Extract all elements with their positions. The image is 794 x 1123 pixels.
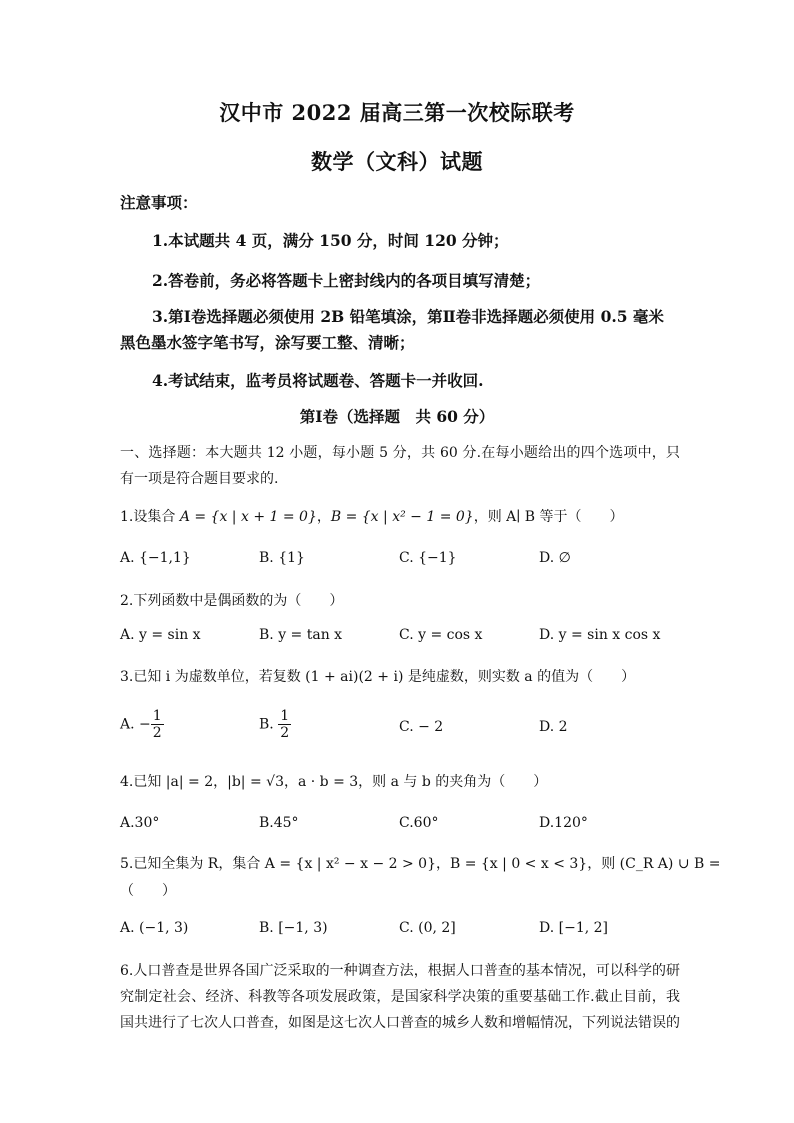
question-6-stem: 6.人口普查是世界各国广泛采取的一种调查方法，根据人口普查的基本情况，可以科学的研究制定社会、经济、科教等各项发展政策，是国家科学决策的重要基础工作.截止目前，我国共进行了七次人口普查，如图是这七次人口普查的城乡人数和增幅情况，下列说法错误的 [120, 963, 680, 1031]
q5-option-c: C. (0, 2] [399, 920, 456, 936]
page-title: 汉中市 2022 届高三第一次校际联考 [219, 100, 575, 125]
notice-item-1: 1.本试题共 4 页，满分 150 分，时间 120 分钟； [152, 231, 509, 250]
q4-option-d: D.120° [539, 815, 588, 831]
q5-option-d: D. [−1, 2] [539, 920, 608, 936]
q3-option-c: C. − 2 [399, 719, 444, 735]
q1-prefix: 1.设集合 [120, 509, 180, 525]
q2-option-a: A. y = sin x [120, 627, 201, 643]
q3-option-a [120, 708, 164, 741]
q3-option-d: D. 2 [539, 719, 568, 735]
q1-option-a: A. {−1,1} [120, 550, 191, 566]
notice-item-2: 2.答卷前，务必将答题卡上密封线内的各项目填写清楚； [152, 271, 541, 290]
q4-option-a: A.30° [120, 815, 160, 831]
q4-option-b: B.45° [259, 815, 299, 831]
q3-option-a-fraction: $\frac{1}{2}$ [152, 708, 162, 741]
notice-item-4: 4.考试结束，监考员将试题卷、答题卡一并收回. [152, 371, 484, 390]
question-5-stem-cont: （ ） [120, 883, 176, 899]
question-5-stem: 5.已知全集为 R，集合 A = {x | x² − x − 2 > 0}，B = {x | 0 < x < 3}，则 (C_R A) ∪ B = [120, 856, 721, 872]
question-3-stem: 3.已知 i 为虚数单位，若复数 (1 + ai)(2 + i) 是纯虚数，则实数 a 的值为（ ） [120, 669, 636, 685]
q4-option-c: C.60° [399, 815, 439, 831]
q1-set-b: B = {x | x² − 1 = 0} [330, 509, 474, 525]
q1-suffix: ，则 A∣ B 等于（ ） [473, 509, 624, 525]
q1-option-c: C. {−1} [399, 550, 457, 566]
notice-item-3: 3.第Ⅰ卷选择题必须使用 2B 铅笔填涂，第Ⅱ卷非选择题必须使用 0.5 毫米 [152, 307, 664, 326]
section-title: 第Ⅰ卷（选择题 共 60 分） [299, 407, 495, 426]
q1-set-a: A = {x | x + 1 = 0} [179, 509, 317, 525]
q2-option-d: D. y = sin x cos x [539, 627, 661, 643]
q3-option-b-label: B. [259, 716, 279, 733]
page-subtitle: 数学（文科）试题 [311, 149, 483, 174]
q2-option-c: C. y = cos x [399, 627, 483, 643]
q3-option-a-label: A. − [120, 716, 151, 733]
q2-option-b: B. y = tan x [259, 627, 343, 643]
q1-sep: ， [316, 509, 331, 525]
q3-option-b-fraction: $\frac{1}{2}$ [280, 708, 290, 741]
q1-option-b: B. {1} [259, 550, 305, 566]
q5-option-b: B. [−1, 3) [259, 920, 328, 936]
question-2-stem: 2.下列函数中是偶函数的为（ ） [120, 593, 344, 609]
q5-option-a: A. (−1, 3) [120, 920, 189, 936]
section-intro: 一、选择题：本大题共 12 小题，每小题 5 分，共 60 分.在每小题给出的四个选项中，只有一项是符合题目要求的. [120, 445, 680, 487]
notice-heading: 注意事项： [120, 193, 198, 212]
q3-option-b [259, 708, 291, 741]
question-4-stem: 4.已知 |a| = 2，|b| = √3，a · b = 3，则 a 与 b 的夹角为（ ） [120, 774, 548, 790]
question-1-stem [120, 506, 624, 526]
q1-option-d: D. ∅ [539, 550, 571, 566]
notice-item-3-cont: 黑色墨水签字笔书写，涂写要工整、清晰； [120, 333, 415, 352]
